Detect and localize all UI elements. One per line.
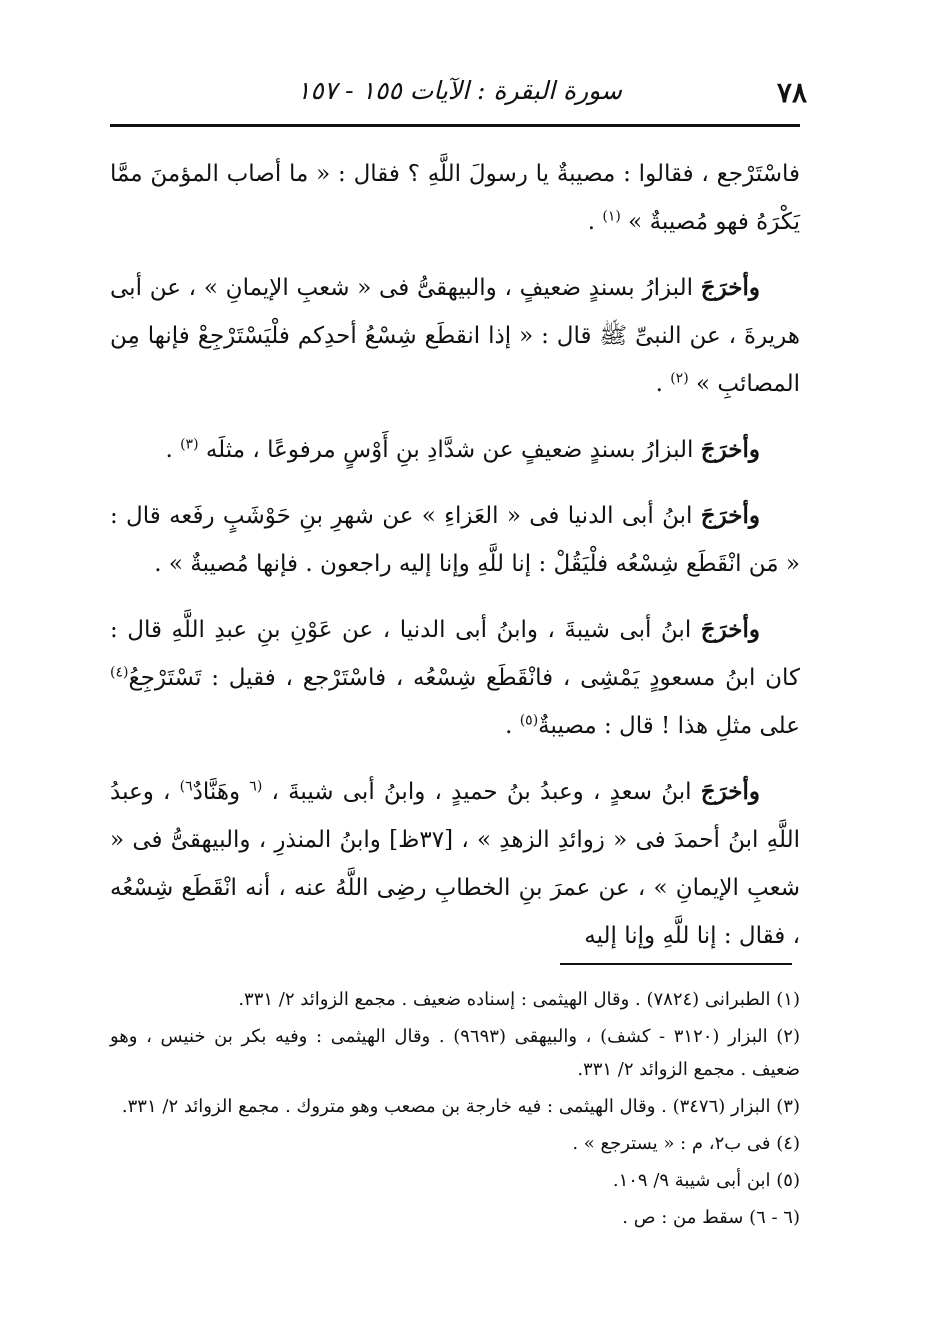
paragraph-text: وهَنَّادٌ bbox=[192, 779, 250, 805]
footnote-ref: (١) bbox=[602, 208, 621, 225]
footnote: (٣) البزار (٣٤٧٦) . وقال الهيثمى : فيه خارجة بن مصعب وهو متروك . مجمع الزوائد ٢/ ٣٣١. bbox=[121, 1096, 800, 1117]
paragraph-lead: وأخرَجَ bbox=[700, 274, 760, 301]
paragraph bbox=[110, 426, 800, 474]
footnote: (٥) ابن أبى شيبة ٩/ ١٠٩. bbox=[612, 1170, 800, 1191]
footnote: (١) الطبرانى (٧٨٢٤) . وقال الهيثمى : إسناده ضعيف . مجمع الزوائد ٢/ ٣٣١. bbox=[238, 989, 800, 1010]
footnote-ref: ٦) bbox=[179, 778, 193, 795]
paragraph-lead: وأخرَجَ bbox=[700, 616, 760, 643]
paragraph-text: ابنُ أبى شيبةَ ، وابنُ أبى الدنيا ، عن عَوْنِ بنِ عبدِ اللَّهِ قال : كان ابنُ مسعودٍ يَمْشِى ، فانْقَطَع شِسْعُه ، فاسْتَرْجع ، فقيل : تَسْتَرْجِعُ bbox=[110, 617, 800, 691]
paragraph-text: البزارُ بسندٍ ضعيفٍ ، والبيهقىُّ فى « شعبِ الإيمانِ » ، عن أبى هريرةَ ، عن النبىِّ ﷺ قال : « إذا انقطَع شِسْعُ أحدِكم فلْيَسْتَرْجِعْ فإنها مِن المصائبِ » bbox=[110, 275, 800, 397]
paragraph bbox=[110, 606, 800, 750]
paragraph-text: البزارُ بسندٍ ضعيفٍ عن شدَّادِ بنِ أَوْسٍ مرفوعًا ، مثلَه bbox=[198, 437, 701, 463]
footnote: (٢) البزار (٣١٢٠ - كشف) ، والبيهقى (٩٦٩٣) . وقال الهيثمى : وفيه بكر بن خنيس ، وهو ضعيف . مجمع الزوائد ٢/ ٣٣١. bbox=[110, 1026, 800, 1080]
paragraph bbox=[110, 492, 800, 588]
paragraph bbox=[110, 768, 800, 960]
paragraph-tail: ، وعبدُ اللَّهِ ابنُ أحمدَ فى « زوائدِ الزهدِ » ، [٣٧ظ] وابنُ المنذرِ ، والبيهقىُّ فى « شعبِ الإيمانِ » ، عن عمرَ بنِ الخطابِ رضِى اللَّهُ عنه ، أنه انْقَطَع شِسْعُه ، فقال : إنا للَّهِ وإنا إليه bbox=[110, 779, 800, 949]
paragraph-text: على مثلِ هذا ! قال : مصيبةٌ bbox=[538, 713, 800, 739]
paragraph-tail: . bbox=[505, 713, 520, 739]
footnote-ref: (٣) bbox=[180, 436, 199, 453]
paragraph-tail: . bbox=[165, 437, 181, 463]
paragraph-lead: وأخرَجَ bbox=[700, 436, 760, 463]
page-number: ٧٨ bbox=[776, 76, 807, 109]
footnote-ref: (٦ bbox=[249, 778, 263, 795]
paragraph-text: ابنُ أبى الدنيا فى « العَزاءِ » عن شهرِ بنِ حَوْشَبٍ رفَعه قال : « مَن انْقَطَع شِسْعُه فلْيَقُلْ : إنا للَّهِ وإنا إليه راجعون . فإنها مُصيبةٌ » . bbox=[110, 503, 800, 577]
footnote: (٤) فى ب٢، م : « يسترجع » . bbox=[572, 1133, 800, 1154]
paragraph-tail: . bbox=[587, 209, 603, 235]
paragraph-lead: وأخرَجَ bbox=[700, 502, 760, 529]
paragraph-tail: . bbox=[655, 371, 671, 397]
footnote-ref: (٥) bbox=[519, 712, 539, 729]
paragraph-lead: وأخرَجَ bbox=[700, 778, 760, 805]
header-rule bbox=[110, 124, 800, 127]
footnote-ref: (٢) bbox=[670, 370, 689, 387]
footnote: (٦ - ٦) سقط من : ص . bbox=[622, 1207, 800, 1228]
paragraph bbox=[110, 150, 800, 246]
page-header bbox=[110, 70, 807, 120]
footnotes bbox=[110, 983, 800, 1238]
paragraph-text: ابنُ سعدٍ ، وعبدُ بنُ حميدٍ ، وابنُ أبى شيبةَ ، bbox=[262, 779, 701, 805]
footnote-ref: (٤) bbox=[110, 664, 129, 681]
paragraph bbox=[110, 264, 800, 408]
footnote-rule bbox=[560, 963, 792, 965]
running-title: سورة البقرة : الآيات ١٥٥ - ١٥٧ bbox=[296, 76, 622, 105]
paragraph-text: فاسْتَرْجع ، فقالوا : مصيبةٌ يا رسولَ اللَّهِ ؟ فقال : « ما أصاب المؤمنَ ممَّا يَكْرَهُ فهو مُصيبةٌ » bbox=[110, 161, 800, 235]
main-text bbox=[110, 150, 800, 978]
